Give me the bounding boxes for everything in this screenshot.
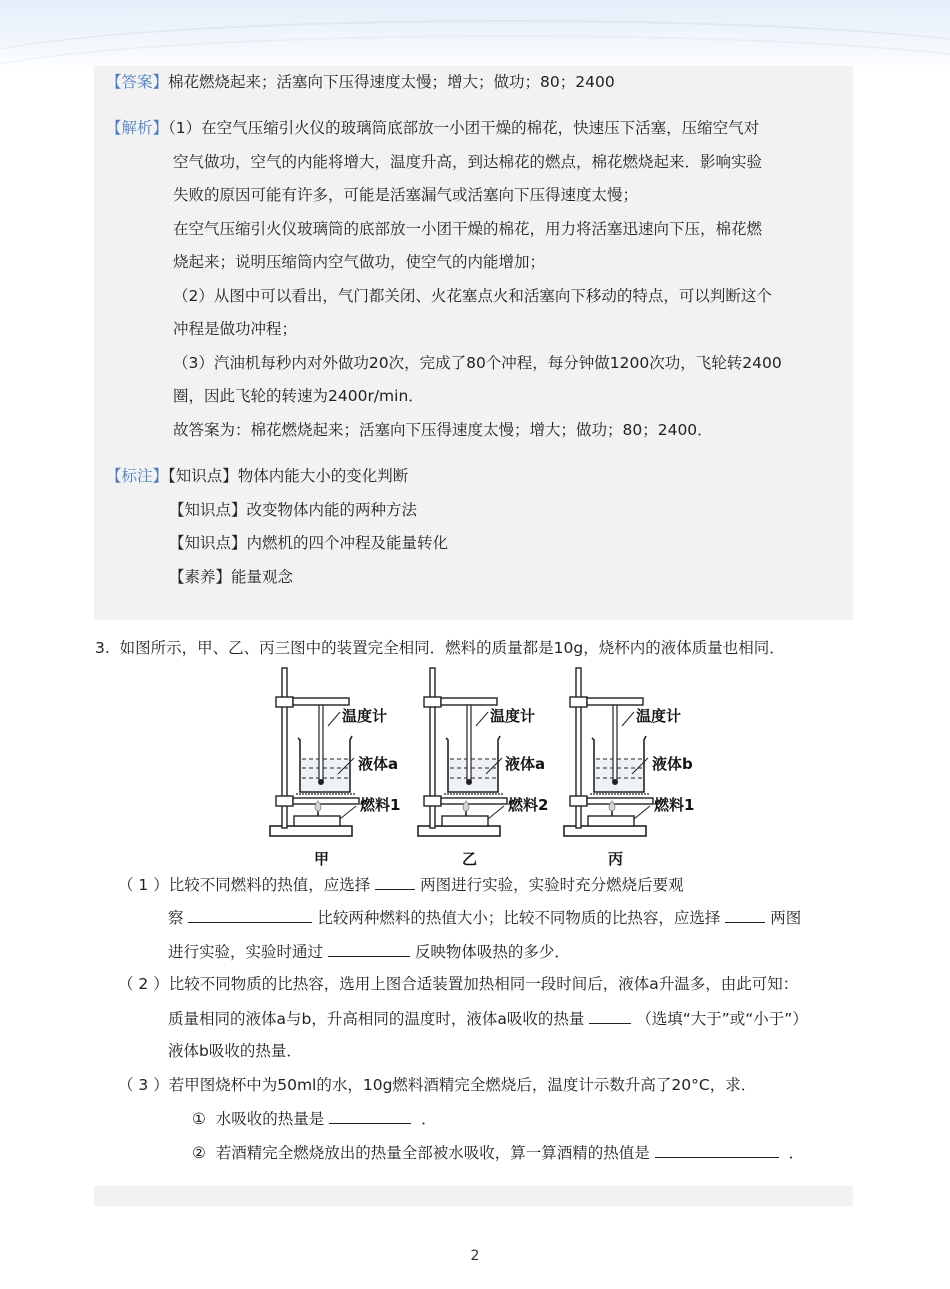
analysis-text: 在空气压缩引火仪玻璃筒的底部放一小团干燥的棉花，用力将活塞迅速向下压，棉花燃 xyxy=(173,220,763,238)
answer-blank[interactable] xyxy=(589,1008,631,1024)
subquestion-number: （ 3 ） xyxy=(118,1076,169,1094)
answer-text: 棉花燃烧起来；活塞向下压得速度太慢；增大；做功；80；2400 xyxy=(168,73,615,91)
page-number: 2 xyxy=(470,1248,480,1264)
analysis-text: （1）在空气压缩引火仪的玻璃筒底部放一小团干燥的棉花，快速压下活塞，压缩空气对 xyxy=(168,119,760,137)
question-text: 两图 xyxy=(770,909,802,927)
figure-caption: 乙 xyxy=(462,850,478,868)
analysis-text: 故答案为：棉花燃烧起来；活塞向下压得速度太慢；增大；做功；80；2400． xyxy=(173,421,713,439)
answer-panel-next xyxy=(94,1186,853,1206)
subquestion-2-line-3: 液体b吸收的热量． xyxy=(168,1042,302,1060)
liquid-label: 液体a xyxy=(358,755,399,773)
question-text: 若甲图烧杯中为50ml的水，10g燃料酒精完全燃烧后，温度计示数升高了20°C，求． xyxy=(168,1076,757,1094)
question-text: 察 xyxy=(168,909,184,927)
notes-line xyxy=(106,466,408,486)
fuel-label: 燃料1 xyxy=(360,796,401,814)
circled-number: ② xyxy=(192,1144,206,1162)
apparatus-drawing xyxy=(262,664,694,868)
thermometer-label: 温度计 xyxy=(342,707,388,725)
circled-number: ① xyxy=(192,1110,206,1128)
liquid-label: 液体a xyxy=(505,755,546,773)
answer-tag: 【答案】 xyxy=(106,73,169,91)
subquestion-3 xyxy=(118,1075,756,1095)
knowledge-point: 【知识点】内燃机的四个冲程及能量转化 xyxy=(169,534,449,552)
question-text: （选填“大于”或“小于”） xyxy=(636,1010,808,1028)
subquestion-number: （ 1 ） xyxy=(118,876,169,894)
question-text: 反映物体吸热的多少． xyxy=(414,943,570,961)
analysis-text: 失败的原因可能有许多，可能是活塞漏气或活塞向下压得速度太慢； xyxy=(173,186,639,204)
calc-item-2 xyxy=(192,1142,804,1163)
question-stem xyxy=(95,638,785,658)
calc-item-1 xyxy=(192,1108,437,1129)
fuel-label: 燃料2 xyxy=(508,796,549,814)
answer-blank[interactable] xyxy=(725,907,765,923)
question-text: 进行实验，实验时通过 xyxy=(168,943,324,961)
question-text: ． xyxy=(421,1110,437,1128)
analysis-text: 圈，因此飞轮的转速为2400r/min． xyxy=(173,387,424,405)
answer-blank[interactable] xyxy=(188,907,312,923)
analysis-text: （3）汽油机每秒内对外做功20次，完成了80个冲程，每分钟做1200次功，飞轮转2400 xyxy=(173,354,782,372)
liquid-label: 液体b xyxy=(652,755,693,773)
answer-blank[interactable] xyxy=(328,941,410,957)
question-text: 质量相同的液体a与b，升高相同的温度时，液体a吸收的热量 xyxy=(168,1010,585,1028)
question-stem-text: 如图所示，甲、乙、丙三图中的装置完全相同．燃料的质量都是10g，烧杯内的液体质量也相同． xyxy=(119,639,785,657)
analysis-tag: 【解析】 xyxy=(106,119,169,137)
question-text: ． xyxy=(788,1144,805,1162)
answer-blank[interactable] xyxy=(375,874,415,890)
question-text: 比较不同物质的比热容，选用上图合适装置加热相同一段时间后，液体a升温多，由此可知： xyxy=(168,975,799,993)
literacy-point: 【素养】能量观念 xyxy=(169,568,294,586)
header-banner xyxy=(0,0,950,70)
subquestion-2-line-2 xyxy=(168,1008,808,1029)
answer-blank[interactable] xyxy=(329,1108,411,1124)
subquestion-1-line-2 xyxy=(168,907,801,928)
subquestion-2 xyxy=(118,974,798,994)
question-text: 比较不同燃料的热值，应选择 xyxy=(168,876,371,894)
subquestion-1-line-3 xyxy=(168,941,570,962)
analysis-text: （2）从图中可以看出，气门都关闭、火花塞点火和活塞向下移动的特点，可以判断这个 xyxy=(173,287,772,305)
subquestion-number: （ 2 ） xyxy=(118,975,169,993)
analysis-text: 空气做功，空气的内能将增大，温度升高，到达棉花的燃点，棉花燃烧起来．影响实验 xyxy=(173,153,763,171)
figure-caption: 甲 xyxy=(314,850,330,868)
question-text: 水吸收的热量是 xyxy=(215,1110,325,1128)
answer-blank[interactable] xyxy=(655,1142,779,1158)
knowledge-point: 【知识点】物体内能大小的变化判断 xyxy=(168,467,409,485)
fuel-label: 燃料1 xyxy=(654,796,695,814)
question-text: 若酒精完全燃烧放出的热量全部被水吸收，算一算酒精的热值是 xyxy=(215,1144,650,1162)
analysis-text: 冲程是做功冲程； xyxy=(173,320,298,338)
answer-line xyxy=(106,72,615,92)
question-text: 两图进行实验，实验时充分燃烧后要观 xyxy=(420,876,684,894)
figure-caption: 丙 xyxy=(608,850,624,868)
analysis-line xyxy=(106,118,759,138)
experiment-figure xyxy=(262,664,694,868)
knowledge-point: 【知识点】改变物体内能的两种方法 xyxy=(169,501,418,519)
question-text: 比较两种燃料的热值大小；比较不同物质的比热容，应选择 xyxy=(317,909,721,927)
thermometer-label: 温度计 xyxy=(490,707,536,725)
notes-tag: 【标注】 xyxy=(106,467,169,485)
thermometer-label: 温度计 xyxy=(636,707,682,725)
subquestion-1 xyxy=(118,874,684,895)
analysis-text: 烧起来；说明压缩筒内空气做功，使空气的内能增加； xyxy=(173,253,546,271)
question-number: 3. xyxy=(95,639,110,657)
